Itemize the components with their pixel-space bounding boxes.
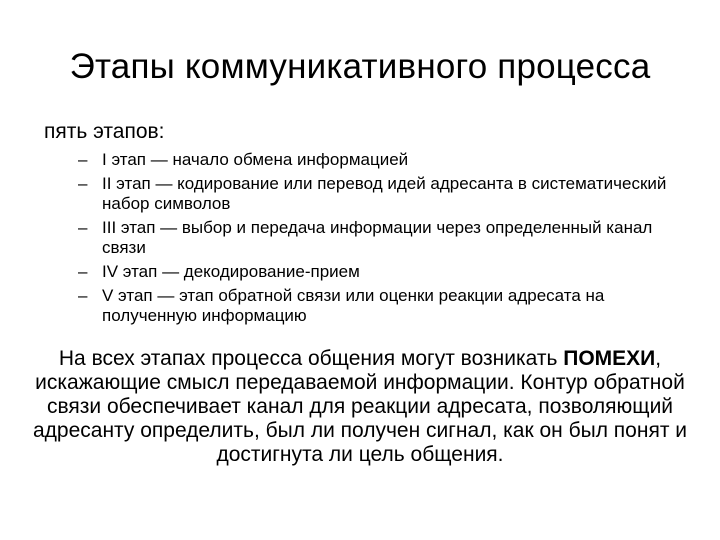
bullet-dash-icon: – [78, 262, 88, 281]
stage-text: III этап — выбор и передача информации через определенный канал связи [102, 218, 653, 257]
slide-title: Этапы коммуникативного процесса [69, 47, 651, 86]
stage-text: II этап — кодирование или перевод идей адресанта в систематический набор символов [102, 174, 667, 213]
intro-text: пять этапов: [44, 120, 165, 143]
list-item [78, 218, 688, 258]
bullet-dash-icon: – [78, 286, 88, 305]
summary-paragraph [30, 347, 690, 467]
bullet-dash-icon: – [78, 218, 88, 237]
list-item [78, 150, 688, 170]
list-item [78, 174, 688, 214]
summary-rest: , искажающие смысл передаваемой информации. Контур обратной связи обеспечивает канал для реакции адресата, позволяющий адресанту определить, был ли получен сигнал, как он был понят и достигнута ли цель общения. [32, 347, 688, 466]
list-item [78, 286, 688, 326]
stage-text: V этап — этап обратной связи или оценки реакции адресата на полученную информацию [102, 286, 605, 325]
summary-lead: На всех этапах процесса общения могут возникать [58, 347, 564, 370]
stage-text: I этап — начало обмена информацией [102, 150, 409, 169]
stage-text: IV этап — декодирование-прием [102, 262, 360, 281]
stages-list [78, 150, 688, 330]
bullet-dash-icon: – [78, 174, 88, 193]
summary-emphasis: ПОМЕХИ [563, 347, 656, 370]
bullet-dash-icon: – [78, 150, 88, 169]
list-item [78, 262, 688, 282]
